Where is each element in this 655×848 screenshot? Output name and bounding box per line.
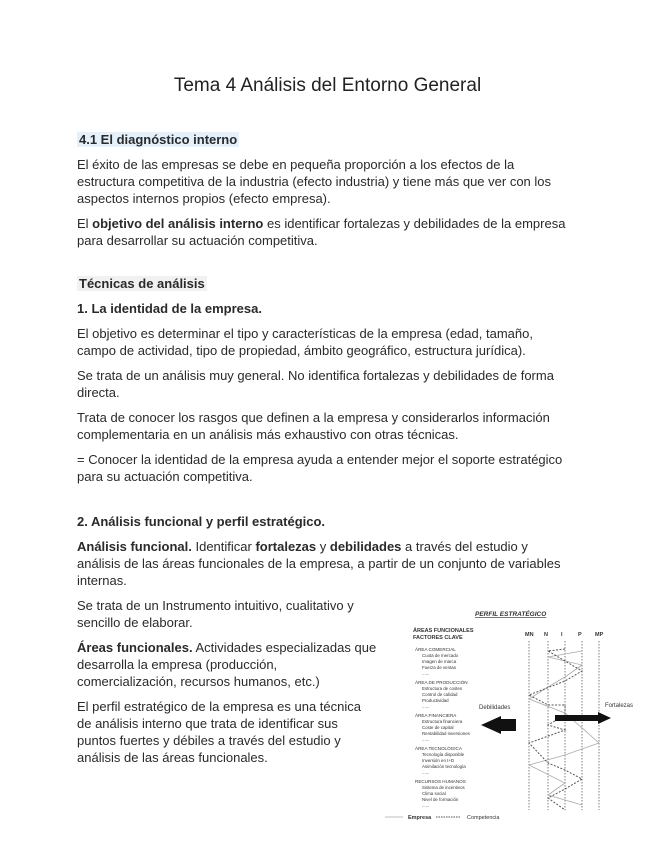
factor-item: Fuerza de ventas <box>422 665 456 670</box>
factor-item: Estructura de costes <box>422 686 463 691</box>
factor-item: Sistema de incentivos <box>422 785 465 790</box>
factor-item: Productividad <box>422 698 449 703</box>
area-name: ÁREA COMERCIAL <box>415 647 456 652</box>
column-label: MP <box>595 632 604 638</box>
weakness-label: Debilidades <box>479 705 511 711</box>
competition-line <box>529 649 582 810</box>
paragraph: El objetivo es determinar el tipo y características de la empresa (edad, tamaño, campo de actividad, tipo de propiedad, ámbito geográfico, estructura jurídica). <box>77 326 533 358</box>
subsection-heading: Técnicas de análisis <box>79 276 205 291</box>
paragraph: El perfil estratégico de la empresa es una técnica de análisis interno que trata de identificar sus puntos fuertes y débiles a través del estudio y análisis de las áreas funcionales. <box>77 699 361 765</box>
factor-item: ...... <box>422 770 430 775</box>
paragraph: El objetivo del análisis interno es identificar fortalezas y debilidades de la empresa para desarrollar su actuación competitiva. <box>77 216 566 248</box>
factor-item: Imagen de marca <box>422 659 457 664</box>
factor-item: Clima social <box>422 791 446 796</box>
paragraph: Áreas funcionales. Actividades especializadas que desarrolla la empresa (producción, comercialización, recursos humanos, etc.) <box>77 640 377 689</box>
factor-item: ...... <box>422 737 430 742</box>
column-label: MN <box>525 632 534 638</box>
area-group <box>415 646 471 808</box>
paragraph: Análisis funcional. Identificar fortalezas y debilidades a través del estudio y análisis de las áreas funcionales de la empresa, a partir de un conjunto de variables internas. <box>77 539 561 588</box>
paragraph: Se trata de un Instrumento intuitivo, cualitativo y sencillo de elaborar. <box>77 598 354 630</box>
area-name: ÁREA DE PRODUCCIÓN <box>415 680 468 685</box>
factor-item: ...... <box>422 803 430 808</box>
factor-item: Tecnología disponible <box>422 752 465 757</box>
legend-company: Empresa <box>408 815 432 821</box>
legend-competition: Competencia <box>467 815 500 821</box>
area-name: ÁREA TECNOLÓGICA <box>415 746 462 751</box>
factor-item: ...... <box>422 671 430 676</box>
factor-item: Nivel de formación <box>422 797 459 802</box>
factor-item: Rentabilidad inversiones <box>422 731 470 736</box>
factor-item: Control de calidad <box>422 692 458 697</box>
section-heading: 4.1 El diagnóstico interno <box>79 132 238 147</box>
factor-item: Asimilación tecnología <box>422 764 466 769</box>
column-label: P <box>578 632 582 638</box>
strategic-profile-figure <box>383 605 648 825</box>
factor-item: Inversión en I+D <box>422 758 455 763</box>
paragraph: El éxito de las empresas se debe en pequeña proporción a los efectos de la estructura competitiva de la industria (efecto industria) y tiene más que ver con los aspectos internos propios (efecto empresa). <box>77 157 552 206</box>
weakness-arrow <box>481 716 516 734</box>
factor-item: Cuota de mercado <box>422 653 459 658</box>
technique-heading: 1. La identidad de la empresa. <box>77 301 262 316</box>
factor-item: Estructura financiera <box>422 719 463 724</box>
column-label: N <box>544 632 548 638</box>
strength-label: Fortalezas <box>605 703 634 709</box>
paragraph: Se trata de un análisis muy general. No identifica fortalezas y debilidades de forma directa. <box>77 368 554 400</box>
paragraph: = Conocer la identidad de la empresa ayuda a entender mejor el soporte estratégico para su actuación competitiva. <box>77 452 563 484</box>
area-name: ÁREA FINANCIERA <box>415 713 457 718</box>
figure-title: PERFIL ESTRATÉGICO <box>475 611 547 618</box>
factor-item: Coste de capital <box>422 725 454 730</box>
strength-arrow <box>555 712 611 724</box>
figure-header: FACTORES CLAVE <box>413 635 463 641</box>
page-title: Tema 4 Análisis del Entorno General <box>173 75 482 96</box>
paragraph: Trata de conocer los rasgos que definen a la empresa y considerarlos información complementaria en un análisis más exhaustivo con otras técnicas. <box>77 410 550 442</box>
technique-heading: 2. Análisis funcional y perfil estratégico. <box>77 514 326 529</box>
column-label: I <box>561 632 563 638</box>
area-name: RECURSOS HUMANOS <box>415 779 466 784</box>
figure-header: ÁREAS FUNCIONALES <box>413 628 474 634</box>
factor-item: ...... <box>422 704 430 709</box>
company-line <box>529 651 599 805</box>
